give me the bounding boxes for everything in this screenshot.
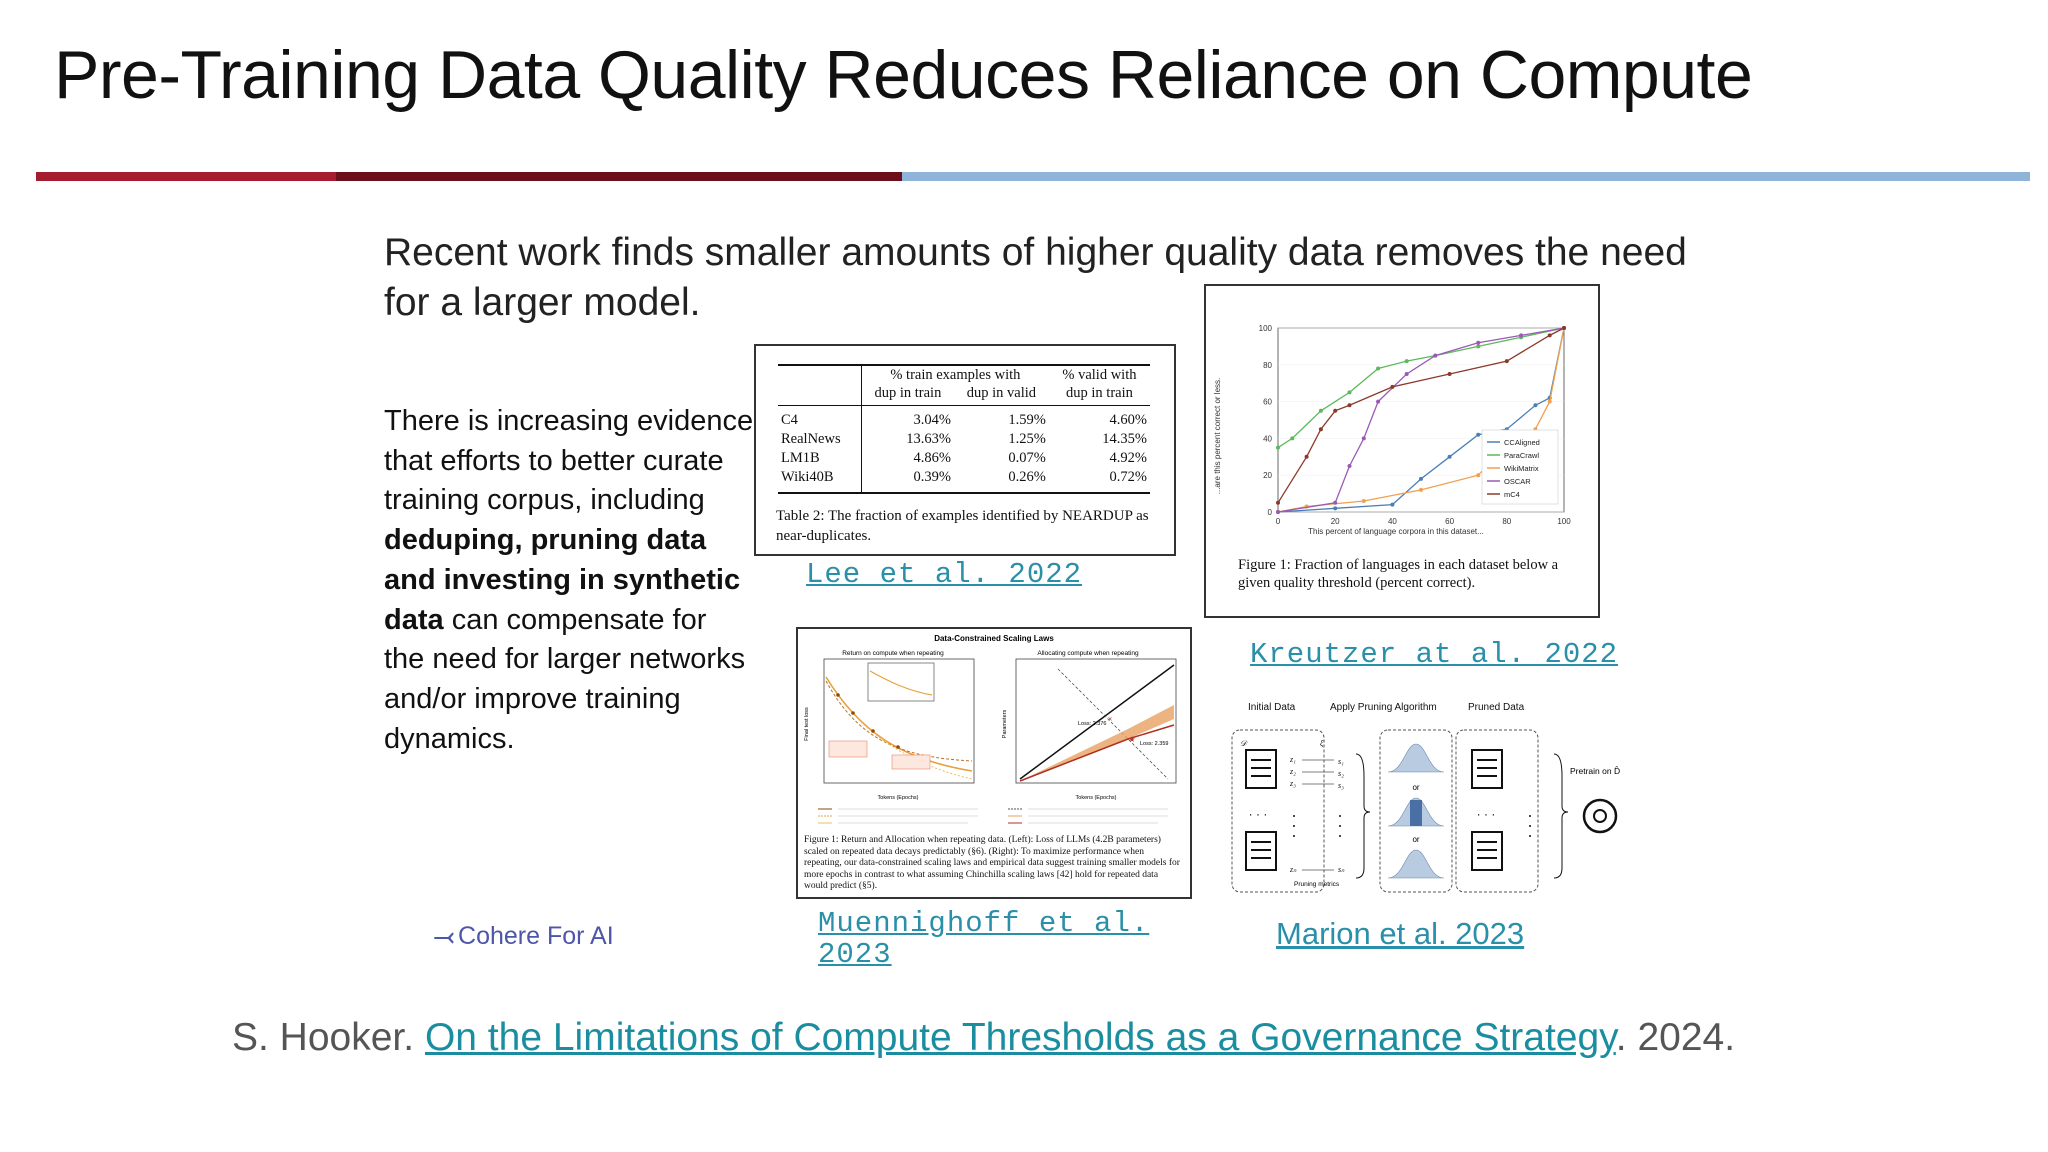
svg-text:s₂: s₂ — [1338, 769, 1344, 778]
data-point — [1333, 409, 1337, 413]
data-point — [896, 745, 900, 749]
marion-pruning-diagram — [1228, 696, 1648, 896]
y-tick-label: 40 — [1263, 434, 1272, 444]
y-tick-label: 80 — [1263, 360, 1272, 370]
data-point — [1476, 433, 1480, 437]
data-point — [1548, 333, 1552, 337]
legend-label: mC4 — [1504, 490, 1520, 499]
kreutzer-figure-card — [1204, 284, 1600, 618]
svg-text:ξ: ξ — [1320, 739, 1324, 748]
data-point — [1390, 385, 1394, 389]
body-paragraph — [384, 402, 754, 759]
data-point — [1548, 400, 1552, 404]
data-point — [1405, 372, 1409, 376]
brace-left — [1356, 754, 1370, 878]
document-lines — [1248, 760, 1497, 858]
annotation-box — [892, 755, 930, 769]
citation — [232, 1016, 1735, 1060]
data-point — [1505, 359, 1509, 363]
accent-bar-blue — [902, 172, 2030, 181]
data-point — [1433, 354, 1437, 358]
legend-label: ParaCrawl — [1504, 451, 1540, 460]
x-tick-label: 100 — [1557, 517, 1571, 526]
accent-bar-dark — [336, 172, 902, 181]
data-point — [1305, 455, 1309, 459]
data-point — [1390, 503, 1394, 507]
pruning-metrics-label: Pruning metrics — [1294, 881, 1340, 888]
data-point — [1319, 409, 1323, 413]
keep-middle-region — [1410, 800, 1422, 826]
table-header: dup in train — [1049, 384, 1150, 406]
data-constrained-line — [1020, 725, 1174, 781]
quality-line-chart — [1206, 286, 1598, 546]
data-point — [1333, 501, 1337, 505]
distribution-curve — [1388, 744, 1444, 772]
data-point — [1476, 341, 1480, 345]
y-axis-label: ...are this percent correct or less. — [1213, 377, 1222, 495]
kreutzer-caption: Figure 1: Fraction of languages in each dataset below a given quality threshold (percent correct). — [1238, 557, 1559, 591]
table-header: dup in train — [861, 384, 954, 406]
pruning-diagram-svg — [1228, 696, 1648, 896]
data-point — [1348, 390, 1352, 394]
right-panel-title: Allocating compute when repeating — [1037, 650, 1139, 657]
mapping-arrows — [1302, 760, 1334, 870]
x-tick-label: 0 — [1275, 517, 1281, 526]
right-x-label: Tokens (Epochs) — [1075, 795, 1117, 801]
figure-title: Data-Constrained Scaling Laws — [934, 634, 1054, 643]
table-header: % valid with — [1062, 367, 1137, 383]
svg-text:𝒟: 𝒟 — [1240, 739, 1247, 748]
x-tick-label: 20 — [1330, 517, 1340, 526]
data-point — [1376, 400, 1380, 404]
apply-pruning-header: Apply Pruning Algorithm — [1330, 702, 1437, 713]
muennighoff-reference-link[interactable]: Muennighoff et al. 2023 — [818, 907, 1150, 971]
svg-text:z₂: z₂ — [1290, 767, 1296, 776]
data-point — [1276, 446, 1280, 450]
svg-text:zₙ: zₙ — [1290, 865, 1297, 874]
initial-data-header: Initial Data — [1248, 702, 1296, 713]
data-point — [1419, 477, 1423, 481]
zoom-inset — [868, 663, 934, 701]
lee-table-card — [754, 344, 1176, 556]
distribution-curve — [1388, 850, 1444, 878]
data-point — [1448, 372, 1452, 376]
legend-label: WikiMatrix — [1504, 464, 1539, 473]
loss-annotation-a: Loss: 2.376 — [1078, 721, 1107, 727]
citation-link[interactable]: On the Limitations of Compute Thresholds as a Governance Strategy — [424, 1016, 1616, 1059]
data-point — [836, 693, 840, 697]
annotation-box — [829, 741, 867, 757]
ellipsis: · · · — [1248, 807, 1268, 821]
document-icons — [1246, 750, 1502, 870]
or-label: or — [1412, 835, 1420, 844]
slide-title: Pre-Training Data Quality Reduces Reliance on Compute — [54, 37, 1753, 113]
citation-author: S. Hooker. — [232, 1016, 425, 1059]
data-point — [1405, 359, 1409, 363]
kreutzer-reference-link[interactable]: Kreutzer at al. 2022 — [1250, 638, 1619, 671]
table-header: dup in valid — [954, 384, 1049, 406]
right-y-label: Parameters — [1002, 709, 1008, 739]
data-point — [1448, 455, 1452, 459]
table-row: LM1B 4.86% 0.07% 4.92% — [778, 449, 1150, 468]
data-point — [1319, 427, 1323, 431]
legend-label: OSCAR — [1504, 477, 1531, 486]
or-label: or — [1412, 783, 1420, 792]
y-tick-label: 20 — [1263, 471, 1272, 481]
data-point — [1476, 344, 1480, 348]
data-point — [1290, 436, 1294, 440]
table-header: % train examples with — [890, 367, 1021, 383]
citation-year: . 2024. — [1615, 1016, 1736, 1059]
svg-text:sₙ: sₙ — [1338, 865, 1345, 874]
table-caption: Table 2: The fraction of examples identified by NEARDUP as near-duplicates. — [776, 508, 1149, 544]
data-point — [1348, 464, 1352, 468]
cohere-logo: ⤙ Cohere For AI — [434, 922, 614, 950]
muennighoff-figure-card — [796, 627, 1192, 899]
data-point — [871, 729, 875, 733]
scaling-laws-figure — [798, 629, 1190, 833]
model-icon — [1584, 800, 1616, 832]
data-point — [1419, 488, 1423, 492]
body-bold: deduping, pruning data and investing in synthetic data — [384, 524, 741, 636]
x-tick-label: 60 — [1445, 517, 1455, 526]
data-point — [851, 711, 855, 715]
table-row: RealNews 13.63% 1.25% 14.35% — [778, 430, 1150, 449]
data-point — [1348, 403, 1352, 407]
optimum-marker: ✕ — [1107, 717, 1113, 723]
x-tick-label: 80 — [1502, 517, 1512, 526]
data-point — [1276, 501, 1280, 505]
data-point — [1376, 366, 1380, 370]
y-tick-label: 60 — [1263, 397, 1272, 407]
data-point — [1533, 403, 1537, 407]
loss-annotation-b: Loss: 2.359 — [1140, 741, 1169, 747]
dedup-table — [778, 364, 1150, 494]
svg-text:s₃: s₃ — [1338, 781, 1344, 790]
pruned-data-header: Pruned Data — [1468, 702, 1525, 713]
left-panel-title: Return on compute when repeating — [842, 650, 944, 657]
cohere-mark-icon: ⤙ — [434, 922, 455, 950]
svg-text:s₁: s₁ — [1338, 757, 1344, 766]
table-row: C4 3.04% 1.59% 4.60% — [778, 406, 1150, 431]
data-point — [1362, 499, 1366, 503]
table-header-row-2 — [778, 384, 1150, 406]
data-point — [1362, 436, 1366, 440]
data-point — [1519, 333, 1523, 337]
left-x-label: Tokens (Epochs) — [877, 795, 919, 801]
y-tick-label: 0 — [1267, 508, 1272, 517]
brace-right — [1554, 754, 1568, 878]
y-tick-label: 100 — [1258, 324, 1272, 333]
table-row: Wiki40B 0.39% 0.26% 0.72% — [778, 468, 1150, 493]
lee-reference-link[interactable]: Lee et al. 2022 — [806, 558, 1083, 591]
loss-curve-predicted — [858, 719, 972, 779]
data-point — [1276, 510, 1280, 514]
x-axis-label: This percent of language corpora in this dataset... — [1308, 527, 1484, 536]
data-point — [1476, 473, 1480, 477]
muennighoff-caption: Figure 1: Return and Allocation when repeating data. (Left): Loss of LLMs (4.2B parameters) scaled on repeated data decays predictably (§6). (Right): To maximize performance when repeating, our data-constrained scaling laws and empirical data suggest training smaller models for more epochs in contrast to what assuming Chinchilla scaling laws [42] hold for repeated data would predict (§5). — [804, 835, 1180, 891]
lead-statement: Recent work finds smaller amounts of higher quality data removes the need for a larger model. — [384, 231, 1687, 324]
marion-reference-link[interactable]: Marion et al. 2023 — [1276, 916, 1525, 951]
svg-text:z₃: z₃ — [1290, 779, 1296, 788]
body-rest: can compensate for the need for larger networks and/or improve training dynamics. — [384, 603, 746, 755]
pretrain-label: Pretrain on D̂ — [1570, 766, 1621, 776]
accent-bar-red — [36, 172, 336, 181]
table-header-row-1 — [778, 365, 1150, 384]
legend-label: CCAligned — [1504, 438, 1540, 447]
star-marker: ★ — [1128, 735, 1136, 744]
ellipsis: · · · — [1476, 807, 1496, 821]
left-y-label: Final test loss — [804, 707, 810, 741]
data-point — [1562, 326, 1566, 330]
model-icon-core — [1594, 810, 1606, 822]
x-tick-label: 40 — [1387, 517, 1397, 526]
svg-text:z₁: z₁ — [1290, 755, 1296, 764]
body-intro: There is increasing evidence that efforts to better curate training corpus, including — [384, 405, 754, 517]
data-point — [1333, 506, 1337, 510]
